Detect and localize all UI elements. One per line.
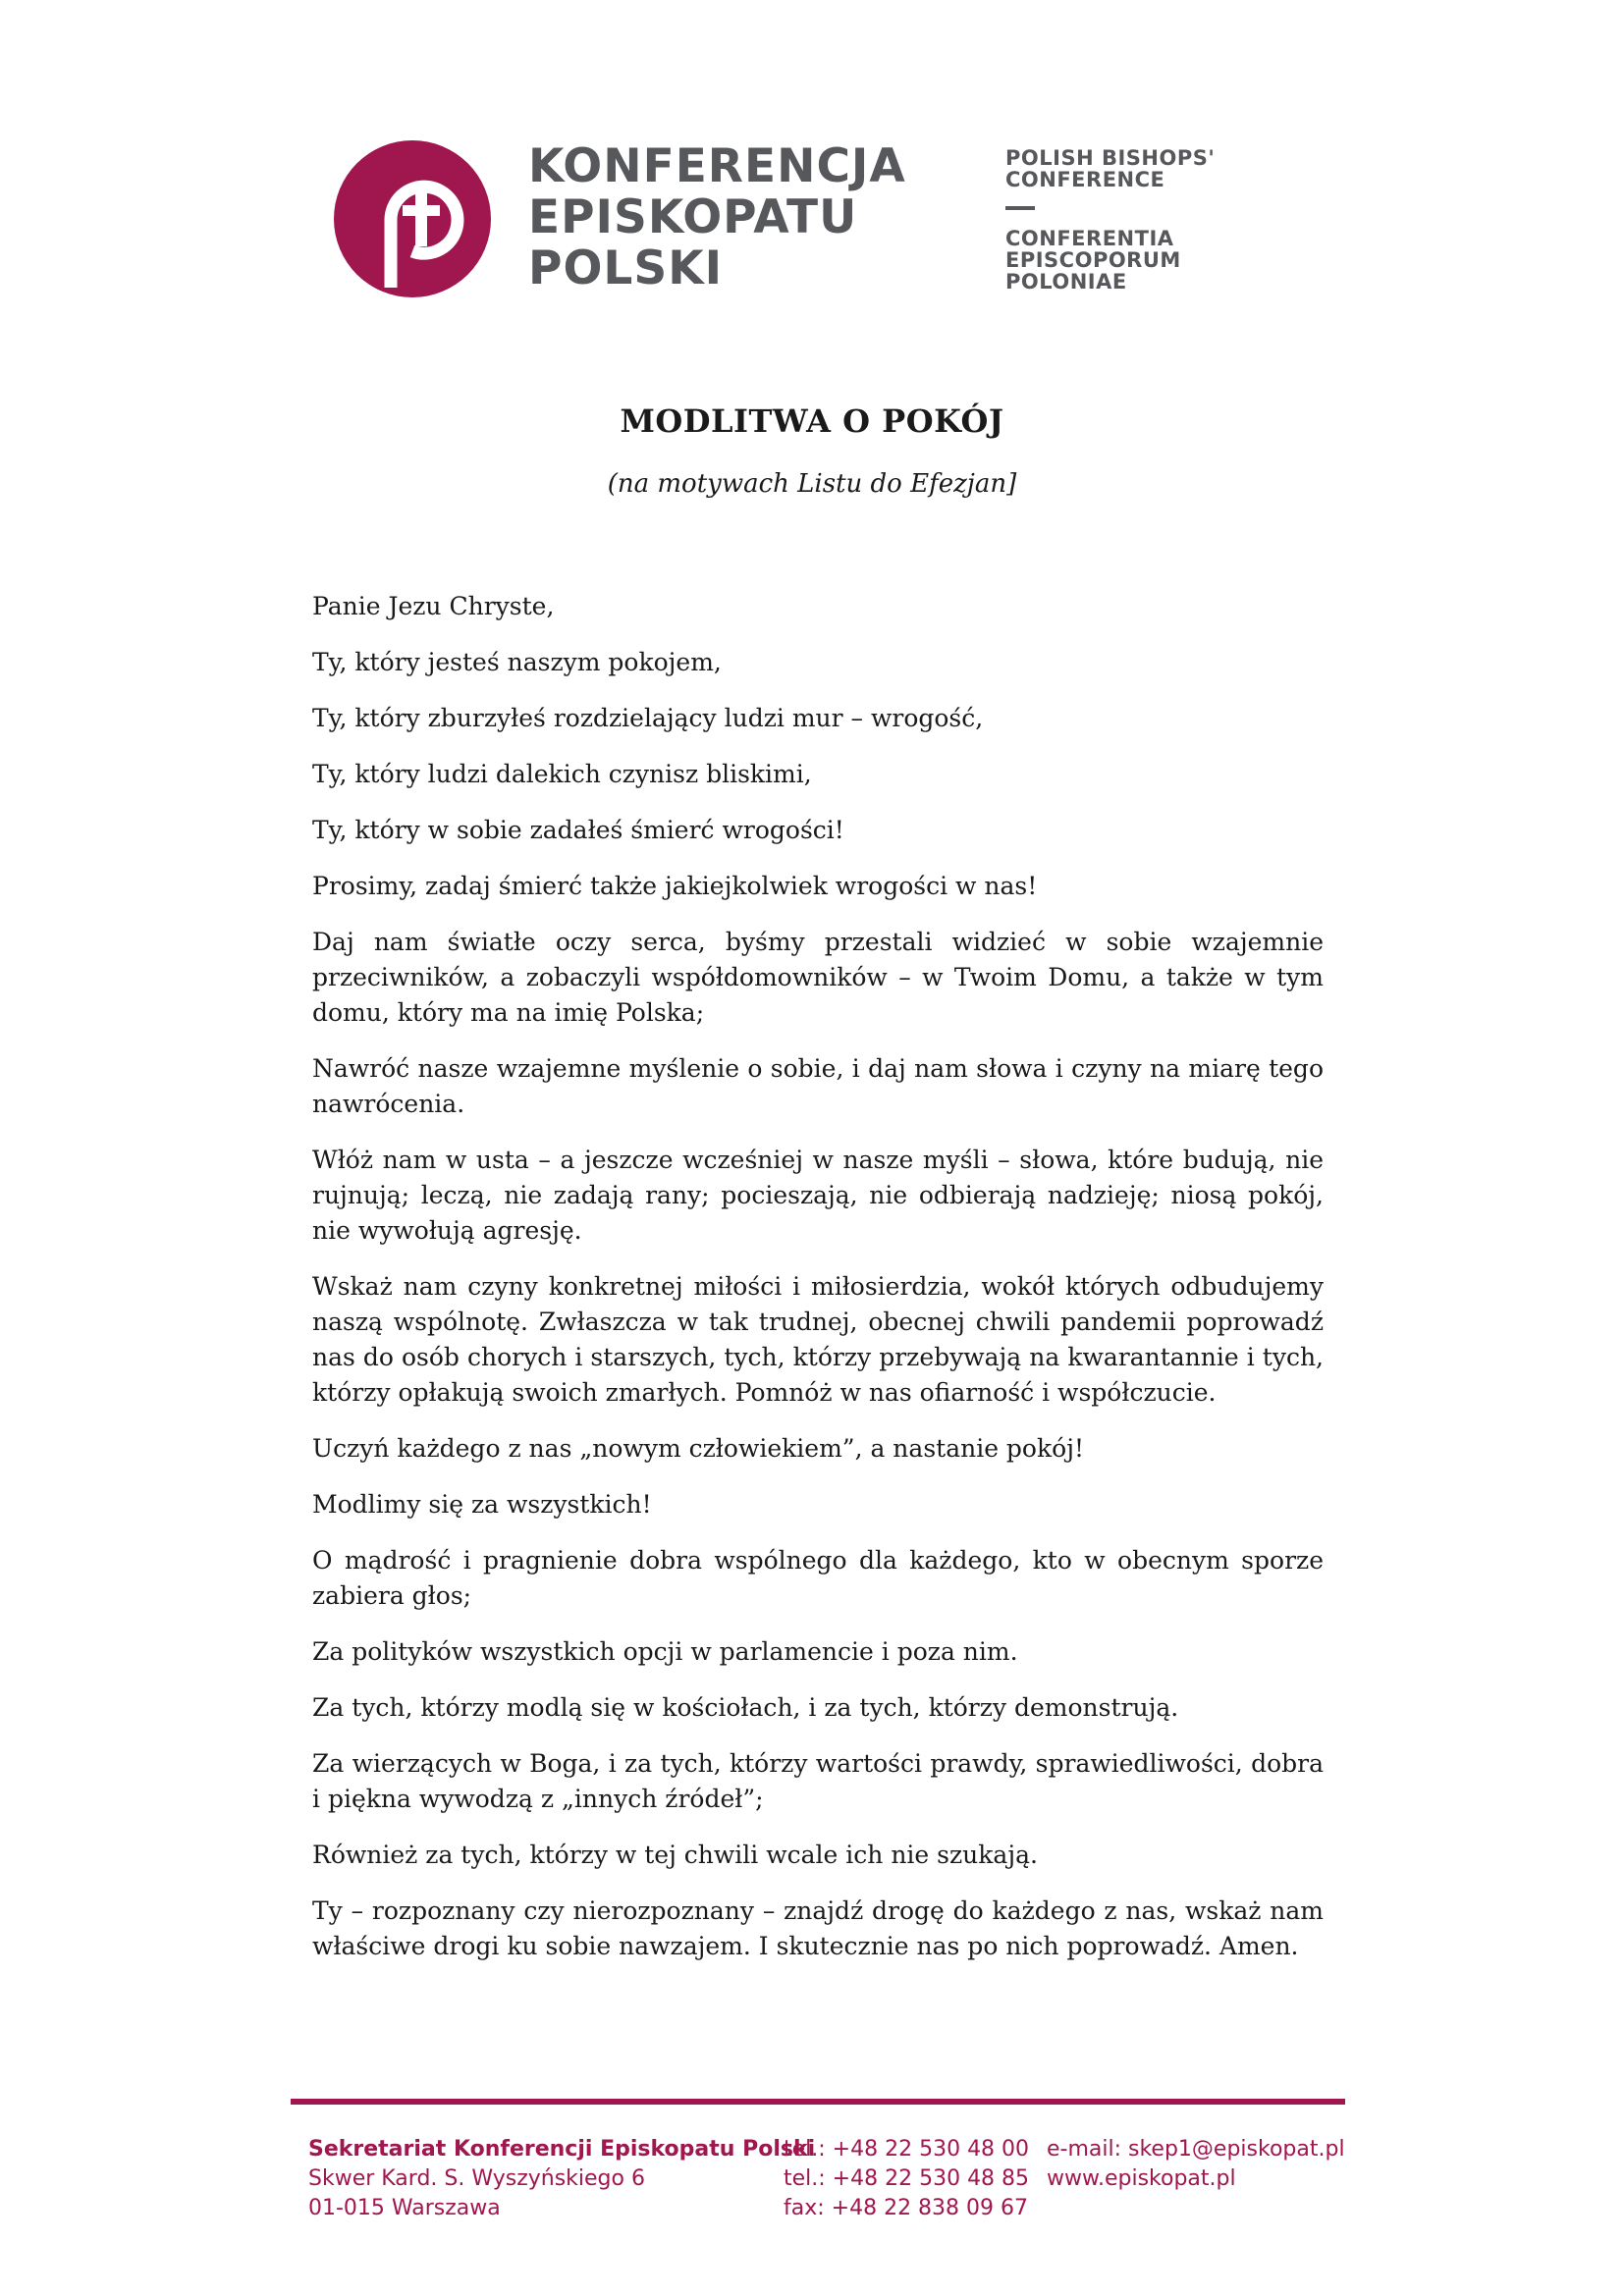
- conference-name-translations: [1005, 147, 1215, 293]
- footer-divider: [291, 2099, 1345, 2105]
- brand-line: KONFERENCJA: [528, 139, 906, 193]
- phone-number: tel.: +48 22 530 48 85: [784, 2166, 1030, 2191]
- paragraph: Włóż nam w usta – a jeszcze wcześniej w nasze myśli – słowa, które budują, nie rujnują; leczą, nie zadają rany; pocieszają, nie odbierają nadzieję; niosą pokój, nie wywołują agresję.: [312, 1146, 1324, 1245]
- paragraph: Za tych, którzy modlą się w kościołach, i za tych, którzy demonstrują.: [312, 1693, 1179, 1722]
- org-name: Sekretariat Konferencji Episkopatu Polski: [308, 2137, 816, 2162]
- address-line: 01-015 Warszawa: [308, 2196, 501, 2220]
- paragraph: Również za tych, którzy w tej chwili wcale ich nie szukają.: [312, 1841, 1038, 1869]
- phone-number: tel.: +48 22 530 48 00: [784, 2137, 1030, 2162]
- paragraph: Ty – rozpoznany czy nierozpoznany – znajdź drogę do każdego z nas, wskaż nam właściwe drogi ku sobie nawzajem. I skutecznie nas po nich poprowadź. Amen.: [312, 1896, 1324, 1960]
- paragraph: Prosimy, zadaj śmierć także jakiejkolwiek wrogości w nas!: [312, 872, 1038, 900]
- email-link[interactable]: e-mail: skep1@episkopat.pl: [1047, 2137, 1345, 2162]
- paragraph: O mądrość i pragnienie dobra wspólnego dla każdego, kto w obecnym sporze zabiera głos;: [312, 1546, 1324, 1610]
- paragraph: Wskaż nam czyny konkretnej miłości i miłosierdzia, wokół których odbudujemy naszą wspólnotę. Zwłaszcza w tak trudnej, obecnej chwili pandemii poprowadź nas do osób chorych i starszych, tych, którzy przebywają na kwarantannie i tych, którzy opłakują swoich zmarłych. Pomnóż w nas ofiarność i współczucie.: [312, 1272, 1324, 1407]
- paragraph: Ty, który zburzyłeś rozdzielający ludzi mur – wrogość,: [312, 704, 984, 732]
- conference-name: [528, 141, 906, 294]
- brand-line: EPISKOPATU: [528, 190, 858, 244]
- english-line: POLISH BISHOPS': [1005, 146, 1216, 170]
- latin-line: EPISCOPORUM: [1005, 248, 1181, 272]
- paragraph: Ty, który ludzi dalekich czynisz bliskimi,: [312, 760, 812, 788]
- document-subtitle: (na motywach Listu do Efezjan]: [607, 469, 1017, 499]
- paragraph: Daj nam światłe oczy serca, byśmy przestali widzieć w sobie wzajemnie przeciwników, a zobaczyli współdomowników – w Twoim Domu, a także w tym domu, który ma na imię Polska;: [312, 928, 1324, 1027]
- paragraph: Modlimy się za wszystkich!: [312, 1490, 652, 1519]
- address-line: Skwer Kard. S. Wyszyńskiego 6: [308, 2166, 645, 2191]
- letterhead: [334, 137, 1296, 304]
- paragraph: Za polityków wszystkich opcji w parlamencie i poza nim.: [312, 1637, 1018, 1666]
- kep-logo-icon: [334, 140, 491, 297]
- paragraph: Za wierzących w Boga, i za tych, którzy wartości prawdy, sprawiedliwości, dobra i piękna wywodzą z „innych źródeł”;: [312, 1749, 1324, 1813]
- paragraph: Nawróć nasze wzajemne myślenie o sobie, i daj nam słowa i czyny na miarę tego nawrócenia.: [312, 1054, 1324, 1118]
- paragraph: Ty, który w sobie zadałeś śmierć wrogości!: [312, 816, 844, 844]
- footer-phones: [784, 2135, 1029, 2223]
- paragraph: Ty, który jesteś naszym pokojem,: [312, 648, 722, 676]
- latin-line: CONFERENTIA: [1005, 227, 1174, 250]
- paragraph: Panie Jezu Chryste,: [312, 592, 555, 620]
- divider: [1005, 206, 1035, 210]
- footer-address: [308, 2135, 815, 2223]
- english-line: CONFERENCE: [1005, 168, 1165, 191]
- document-title: MODLITWA O POKÓJ: [620, 402, 1004, 440]
- latin-line: POLONIAE: [1005, 270, 1127, 294]
- fax-number: fax: +48 22 838 09 67: [784, 2196, 1029, 2220]
- paragraph: Uczyń każdego z nas „nowym człowiekiem”, a nastanie pokój!: [312, 1434, 1084, 1463]
- prayer-text: [312, 589, 1324, 1985]
- footer-contact: [1047, 2135, 1345, 2194]
- website-link[interactable]: www.episkopat.pl: [1047, 2166, 1236, 2191]
- brand-line: POLSKI: [528, 241, 724, 295]
